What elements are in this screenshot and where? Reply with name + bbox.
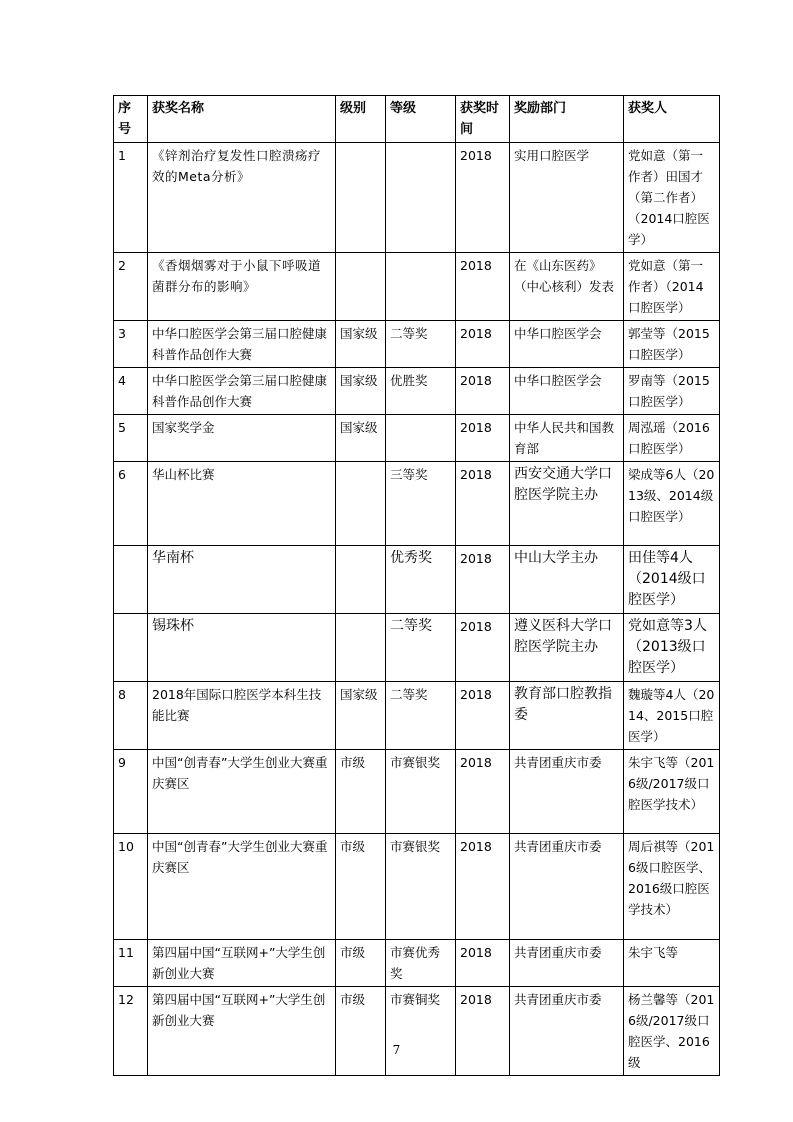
cell-award-time: 2018 — [456, 415, 510, 462]
page-number: 7 — [392, 1043, 401, 1057]
cell-winner: 朱宇飞等 — [624, 940, 720, 987]
table-row — [114, 834, 720, 940]
cell-award-time: 2018 — [456, 253, 510, 321]
cell-award-name: 中华口腔医学会第三届口腔健康科普作品创作大赛 — [148, 321, 336, 368]
cell-grade: 二等奖 — [386, 682, 456, 750]
cell-winner: 杨兰馨等（2016级/2017级口腔医学、2016级 — [624, 987, 720, 1076]
cell-department: 教育部口腔教指委 — [510, 682, 624, 750]
cell-index: 6 — [114, 462, 148, 546]
cell-index: 1 — [114, 143, 148, 253]
table-row — [114, 682, 720, 750]
cell-award-name: 第四届中国“互联网+”大学生创新创业大赛 — [148, 940, 336, 987]
cell-grade: 二等奖 — [386, 321, 456, 368]
cell-award-name: 锡珠杯 — [148, 614, 336, 682]
cell-department: 中华口腔医学会 — [510, 368, 624, 415]
header-winner: 获奖人 — [624, 96, 720, 143]
cell-department: 共青团重庆市委 — [510, 940, 624, 987]
cell-grade: 市赛优秀奖 — [386, 940, 456, 987]
cell-grade: 优胜奖 — [386, 368, 456, 415]
awards-table — [113, 95, 720, 1076]
cell-department: 在《山东医药》（中心核利）发表 — [510, 253, 624, 321]
cell-winner: 周泓瑶（2016口腔医学） — [624, 415, 720, 462]
cell-department: 实用口腔医学 — [510, 143, 624, 253]
cell-award-time: 2018 — [456, 368, 510, 415]
cell-winner: 党如意等3人（2013级口腔医学） — [624, 614, 720, 682]
cell-department: 中华人民共和国教育部 — [510, 415, 624, 462]
cell-index: 8 — [114, 682, 148, 750]
cell-grade: 市赛银奖 — [386, 834, 456, 940]
header-level: 级别 — [336, 96, 386, 143]
table-row — [114, 415, 720, 462]
cell-department: 共青团重庆市委 — [510, 987, 624, 1076]
cell-department: 西安交通大学口腔医学院主办 — [510, 462, 624, 546]
cell-level: 国家级 — [336, 682, 386, 750]
cell-grade — [386, 253, 456, 321]
cell-award-name: 华山杯比赛 — [148, 462, 336, 546]
header-department: 奖励部门 — [510, 96, 624, 143]
cell-grade — [386, 143, 456, 253]
header-grade: 等级 — [386, 96, 456, 143]
cell-award-time: 2018 — [456, 462, 510, 546]
table-header — [114, 96, 720, 143]
cell-grade: 二等奖 — [386, 614, 456, 682]
cell-winner: 罗南等（2015口腔医学） — [624, 368, 720, 415]
cell-level: 国家级 — [336, 321, 386, 368]
table-body — [114, 143, 720, 1076]
cell-winner: 党如意（第一作者）田国才（第二作者）（2014口腔医学） — [624, 143, 720, 253]
cell-level — [336, 462, 386, 546]
cell-award-name: 第四届中国“互联网+”大学生创新创业大赛 — [148, 987, 336, 1076]
table-row — [114, 321, 720, 368]
cell-department: 遵义医科大学口腔医学院主办 — [510, 614, 624, 682]
cell-level: 市级 — [336, 750, 386, 834]
cell-grade: 优秀奖 — [386, 546, 456, 614]
cell-level — [336, 253, 386, 321]
cell-grade: 三等奖 — [386, 462, 456, 546]
cell-award-time: 2018 — [456, 987, 510, 1076]
cell-index: 11 — [114, 940, 148, 987]
cell-level: 国家级 — [336, 368, 386, 415]
cell-award-time: 2018 — [456, 940, 510, 987]
header-award-time: 获奖时间 — [456, 96, 510, 143]
cell-index: 9 — [114, 750, 148, 834]
cell-winner: 魏璇等4人（2014、2015口腔医学） — [624, 682, 720, 750]
cell-winner: 郭莹等（2015口腔医学） — [624, 321, 720, 368]
cell-index: 5 — [114, 415, 148, 462]
cell-level: 市级 — [336, 834, 386, 940]
cell-award-time: 2018 — [456, 321, 510, 368]
cell-index: 3 — [114, 321, 148, 368]
cell-index — [114, 614, 148, 682]
cell-award-time: 2018 — [456, 682, 510, 750]
cell-department: 共青团重庆市委 — [510, 750, 624, 834]
cell-award-name: 中国“创青春”大学生创业大赛重庆赛区 — [148, 750, 336, 834]
cell-grade: 市赛银奖 — [386, 750, 456, 834]
table-row — [114, 987, 720, 1076]
cell-award-time: 2018 — [456, 834, 510, 940]
cell-award-time: 2018 — [456, 546, 510, 614]
cell-index: 10 — [114, 834, 148, 940]
table-row — [114, 143, 720, 253]
cell-award-name: 国家奖学金 — [148, 415, 336, 462]
cell-level — [336, 546, 386, 614]
header-award-name: 获奖名称 — [148, 96, 336, 143]
cell-winner: 朱宇飞等（2016级/2017级口腔医学技术） — [624, 750, 720, 834]
cell-award-name: 2018年国际口腔医学本科生技能比赛 — [148, 682, 336, 750]
header-index: 序号 — [114, 96, 148, 143]
cell-department: 中华口腔医学会 — [510, 321, 624, 368]
cell-award-time: 2018 — [456, 614, 510, 682]
cell-award-time: 2018 — [456, 143, 510, 253]
table-row — [114, 546, 720, 614]
cell-winner: 党如意（第一作者）（2014口腔医学） — [624, 253, 720, 321]
header-row — [114, 96, 720, 143]
cell-department: 共青团重庆市委 — [510, 834, 624, 940]
cell-level: 市级 — [336, 987, 386, 1076]
cell-grade — [386, 415, 456, 462]
cell-department: 中山大学主办 — [510, 546, 624, 614]
cell-award-name: 《锌剂治疗复发性口腔溃疡疗效的Meta分析》 — [148, 143, 336, 253]
cell-index: 2 — [114, 253, 148, 321]
cell-winner: 田佳等4人（2014级口腔医学） — [624, 546, 720, 614]
cell-winner: 周后祺等（2016级口腔医学、2016级口腔医学技术） — [624, 834, 720, 940]
cell-award-name: 华南杯 — [148, 546, 336, 614]
table-row — [114, 614, 720, 682]
cell-index: 4 — [114, 368, 148, 415]
cell-index: 12 — [114, 987, 148, 1076]
cell-award-name: 中国“创青春”大学生创业大赛重庆赛区 — [148, 834, 336, 940]
cell-level: 国家级 — [336, 415, 386, 462]
table-row — [114, 940, 720, 987]
table-row — [114, 253, 720, 321]
cell-award-time: 2018 — [456, 750, 510, 834]
cell-grade: 市赛铜奖 — [386, 987, 456, 1076]
cell-award-name: 中华口腔医学会第三届口腔健康科普作品创作大赛 — [148, 368, 336, 415]
table-row — [114, 368, 720, 415]
cell-level: 市级 — [336, 940, 386, 987]
table-row — [114, 462, 720, 546]
cell-level — [336, 143, 386, 253]
cell-index — [114, 546, 148, 614]
cell-level — [336, 614, 386, 682]
table-row — [114, 750, 720, 834]
cell-award-name: 《香烟烟雾对于小鼠下呼吸道菌群分布的影响》 — [148, 253, 336, 321]
cell-winner: 梁成等6人（2013级、2014级口腔医学） — [624, 462, 720, 546]
